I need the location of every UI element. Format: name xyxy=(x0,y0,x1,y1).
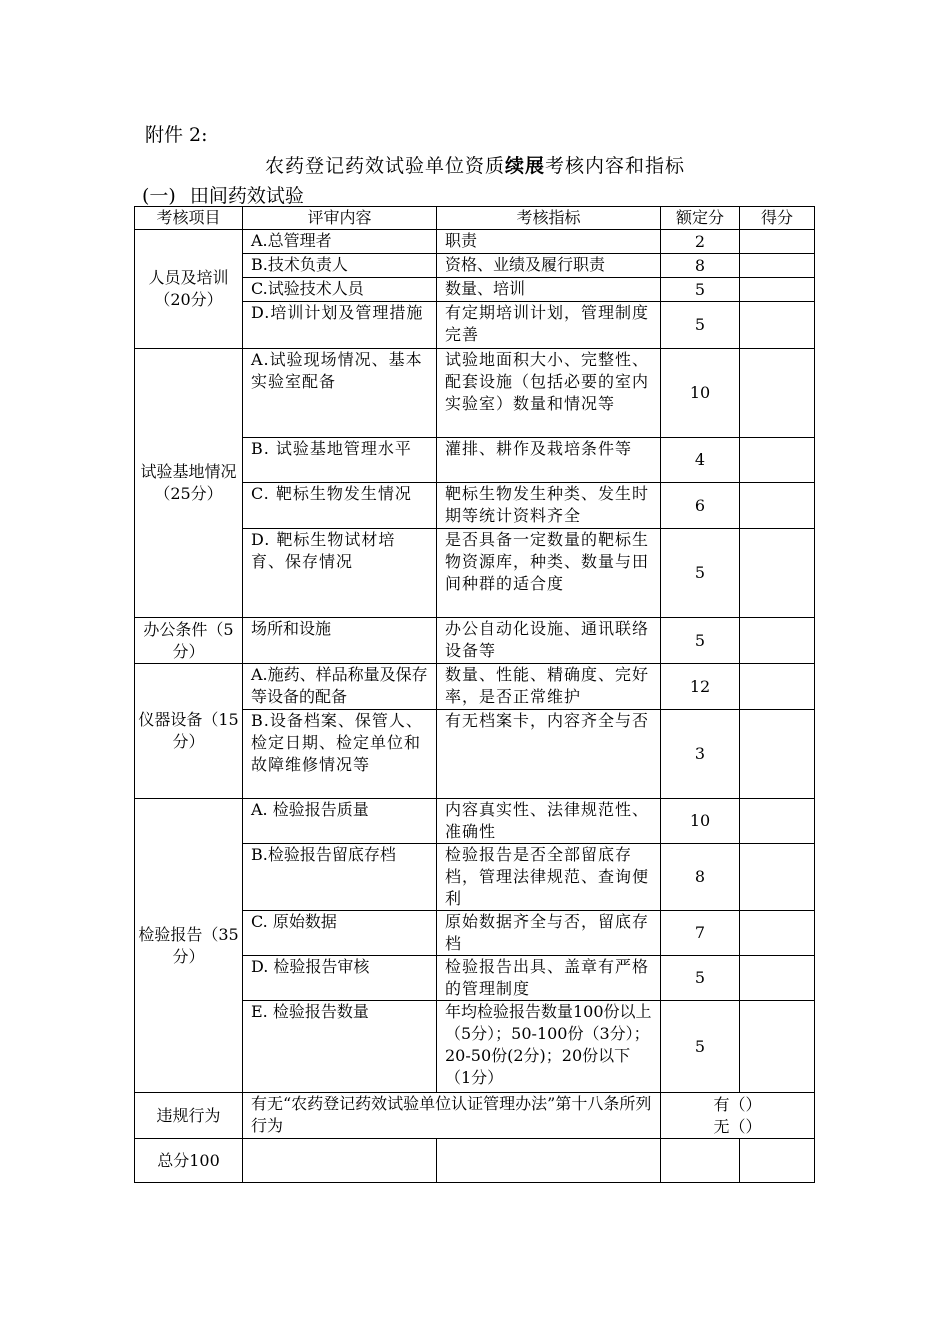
rated-score-cell: 3 xyxy=(661,710,740,799)
category-cell: 检验报告（35分） xyxy=(135,799,243,1093)
header-item: 考核项目 xyxy=(135,207,243,230)
violation-answer-cell[interactable] xyxy=(661,1093,815,1139)
indicator-cell: 是否具备一定数量的靶标生物资源库，种类、数量与田间种群的适合度 xyxy=(437,529,661,618)
rated-score-cell: 5 xyxy=(661,529,740,618)
score-input-cell[interactable] xyxy=(740,844,815,911)
score-input-cell[interactable] xyxy=(740,438,815,483)
category-cell: 办公条件（5分） xyxy=(135,618,243,664)
rated-score-cell: 4 xyxy=(661,438,740,483)
content-cell: A.施药、样品称量及保存等设备的配备 xyxy=(243,664,437,710)
indicator-cell: 有无档案卡，内容齐全与否 xyxy=(437,710,661,799)
total-rated-cell xyxy=(661,1139,740,1183)
content-cell: C.试验技术人员 xyxy=(243,278,437,302)
score-input-cell[interactable] xyxy=(740,302,815,349)
score-input-cell[interactable] xyxy=(740,278,815,302)
assessment-table xyxy=(134,206,815,1183)
category-cell: 仪器设备（15分） xyxy=(135,664,243,799)
indicator-cell: 有定期培训计划，管理制度完善 xyxy=(437,302,661,349)
content-cell: D. 靶标生物试材培育、保存情况 xyxy=(243,529,437,618)
content-cell: A. 检验报告质量 xyxy=(243,799,437,844)
content-cell: D.培训计划及管理措施 xyxy=(243,302,437,349)
rated-score-cell: 2 xyxy=(661,230,740,254)
score-input-cell[interactable] xyxy=(740,956,815,1001)
header-score: 得分 xyxy=(740,207,815,230)
score-input-cell[interactable] xyxy=(740,618,815,664)
rated-score-cell: 10 xyxy=(661,349,740,438)
header-indicator: 考核指标 xyxy=(437,207,661,230)
indicator-cell: 内容真实性、法律规范性、准确性 xyxy=(437,799,661,844)
score-input-cell[interactable] xyxy=(740,664,815,710)
score-input-cell[interactable] xyxy=(740,911,815,956)
table-row xyxy=(135,349,815,438)
violation-content: 有无“农药登记药效试验单位认证管理办法”第十八条所列行为 xyxy=(243,1093,661,1139)
section-title: 田间药效试验 xyxy=(189,185,304,207)
content-cell: B. 试验基地管理水平 xyxy=(243,438,437,483)
score-input-cell[interactable] xyxy=(740,230,815,254)
content-cell: 场所和设施 xyxy=(243,618,437,664)
violation-no-option[interactable]: 无（） xyxy=(713,1116,762,1136)
content-cell: B.检验报告留底存档 xyxy=(243,844,437,911)
table-row xyxy=(135,230,815,254)
indicator-cell: 数量、培训 xyxy=(437,278,661,302)
indicator-cell: 检验报告是否全部留底存档，管理法律规范、查询便利 xyxy=(437,844,661,911)
indicator-cell: 检验报告出具、盖章有严格的管理制度 xyxy=(437,956,661,1001)
rated-score-cell: 5 xyxy=(661,302,740,349)
score-input-cell[interactable] xyxy=(740,710,815,799)
content-cell: A.试验现场情况、基本实验室配备 xyxy=(243,349,437,438)
total-score-input-cell[interactable] xyxy=(740,1139,815,1183)
table-header-row xyxy=(135,207,815,230)
score-input-cell[interactable] xyxy=(740,1001,815,1093)
rated-score-cell: 6 xyxy=(661,483,740,529)
table-row xyxy=(135,799,815,844)
rated-score-cell: 8 xyxy=(661,254,740,278)
score-input-cell[interactable] xyxy=(740,483,815,529)
violation-yes-option[interactable]: 有（） xyxy=(713,1094,762,1114)
score-input-cell[interactable] xyxy=(740,799,815,844)
indicator-cell: 数量、性能、精确度、完好率，是否正常维护 xyxy=(437,664,661,710)
total-empty-cell xyxy=(243,1139,437,1183)
rated-score-cell: 5 xyxy=(661,956,740,1001)
section-heading xyxy=(142,181,304,208)
indicator-cell: 靶标生物发生种类、发生时期等统计资料齐全 xyxy=(437,483,661,529)
indicator-cell: 职责 xyxy=(437,230,661,254)
score-input-cell[interactable] xyxy=(740,254,815,278)
indicator-cell: 办公自动化设施、通讯联络设备等 xyxy=(437,618,661,664)
indicator-cell: 资格、业绩及履行职责 xyxy=(437,254,661,278)
indicator-cell: 灌排、耕作及栽培条件等 xyxy=(437,438,661,483)
rated-score-cell: 5 xyxy=(661,618,740,664)
total-label: 总分100 xyxy=(135,1139,243,1183)
content-cell: C. 原始数据 xyxy=(243,911,437,956)
section-number: (一) xyxy=(142,185,176,207)
document-title: 农药登记药效试验单位资质续展考核内容和指标 xyxy=(264,155,686,177)
indicator-cell: 试验地面积大小、完整性、配套设施（包括必要的室内实验室）数量和情况等 xyxy=(437,349,661,438)
content-cell: E. 检验报告数量 xyxy=(243,1001,437,1093)
table-row xyxy=(135,664,815,710)
rated-score-cell: 8 xyxy=(661,844,740,911)
category-cell: 人员及培训（20分） xyxy=(135,230,243,349)
content-cell: C. 靶标生物发生情况 xyxy=(243,483,437,529)
content-cell: B.设备档案、保管人、检定日期、检定单位和故障维修情况等 xyxy=(243,710,437,799)
header-content: 评审内容 xyxy=(243,207,437,230)
category-cell: 试验基地情况（25分） xyxy=(135,349,243,618)
annex-label: 附件 2: xyxy=(145,124,208,146)
violation-label: 违规行为 xyxy=(135,1093,243,1139)
score-input-cell[interactable] xyxy=(740,349,815,438)
indicator-cell: 原始数据齐全与否，留底存档 xyxy=(437,911,661,956)
header-rated-score: 额定分 xyxy=(661,207,740,230)
rated-score-cell: 5 xyxy=(661,278,740,302)
rated-score-cell: 12 xyxy=(661,664,740,710)
content-cell: B.技术负责人 xyxy=(243,254,437,278)
total-row xyxy=(135,1139,815,1183)
score-input-cell[interactable] xyxy=(740,529,815,618)
violation-row xyxy=(135,1093,815,1139)
rated-score-cell: 10 xyxy=(661,799,740,844)
content-cell: D. 检验报告审核 xyxy=(243,956,437,1001)
total-empty-cell xyxy=(437,1139,661,1183)
rated-score-cell: 7 xyxy=(661,911,740,956)
content-cell: A.总管理者 xyxy=(243,230,437,254)
table-row xyxy=(135,618,815,664)
indicator-cell: 年均检验报告数量100份以上（5分）；50-100份（3分）；20-50份(2分)；20份以下（1分） xyxy=(437,1001,661,1093)
rated-score-cell: 5 xyxy=(661,1001,740,1093)
